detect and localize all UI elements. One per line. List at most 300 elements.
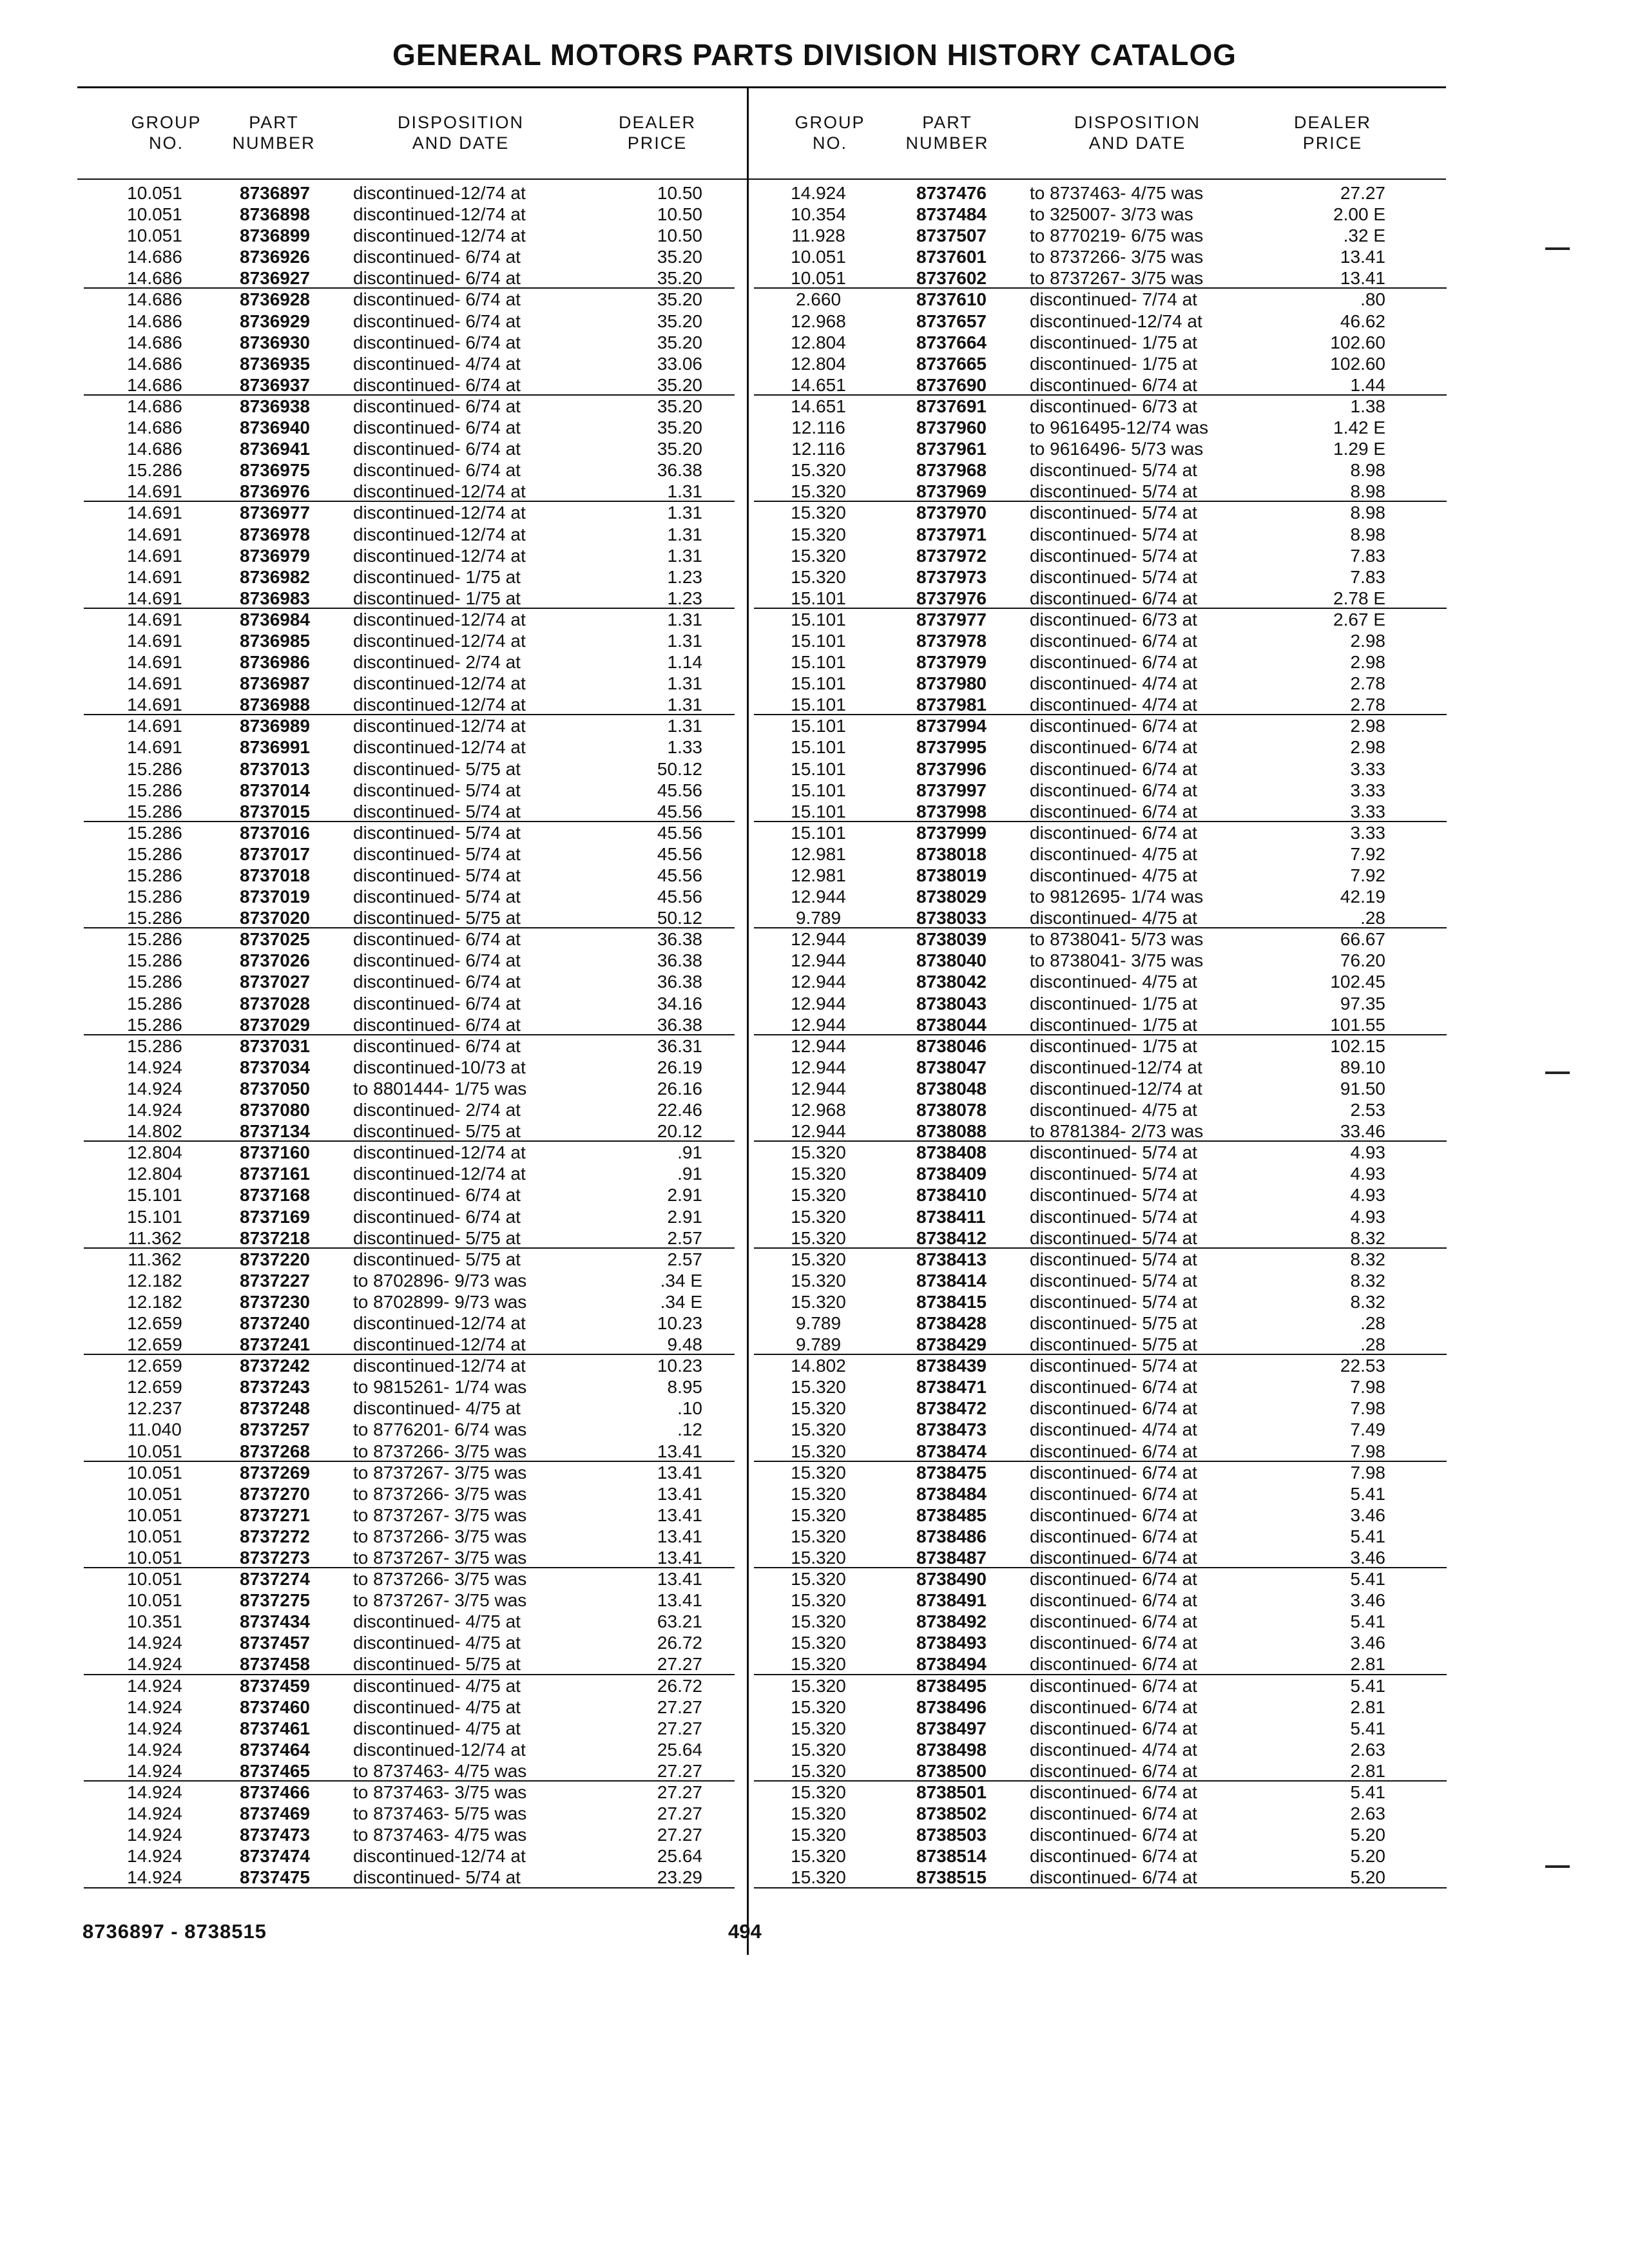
part-number: 8736899 — [240, 226, 311, 246]
disposition: discontinued- 6/74 at — [1030, 1633, 1197, 1653]
part-number: 8737457 — [240, 1633, 311, 1653]
disposition: discontinued- 5/74 at — [1030, 1356, 1197, 1376]
group-number: 15.320 — [791, 1398, 846, 1419]
dealer-price: 2.67 E — [1333, 609, 1385, 629]
dealer-price: 23.29 — [657, 1867, 702, 1888]
disposition: discontinued- 5/74 at — [1030, 1270, 1197, 1291]
dealer-price: 63.21 — [657, 1611, 702, 1632]
group-number: 15.320 — [791, 1825, 846, 1845]
table-row — [754, 1014, 1447, 1035]
part-number: 8738428 — [916, 1312, 987, 1333]
dealer-price: 2.63 — [1350, 1803, 1385, 1824]
disposition: discontinued- 4/74 at — [1030, 673, 1197, 694]
dealer-price: 45.56 — [657, 887, 702, 907]
disposition: to 8737267- 3/75 was — [1030, 268, 1204, 289]
disposition: discontinued- 5/74 at — [353, 1867, 521, 1888]
dealer-price: 7.83 — [1350, 545, 1385, 566]
disposition: discontinued- 6/74 at — [353, 289, 521, 310]
disposition: discontinued- 4/75 at — [353, 1398, 521, 1419]
group-number: 11.362 — [128, 1227, 182, 1248]
table-row — [754, 1867, 1447, 1888]
part-number: 8738491 — [916, 1590, 987, 1611]
dealer-price: 27.27 — [657, 1718, 702, 1738]
table-row — [84, 1184, 735, 1206]
disposition: discontinued- 6/73 at — [1030, 609, 1197, 629]
table-row — [754, 780, 1447, 801]
group-number: 15.320 — [791, 1739, 846, 1760]
group-number: 9.789 — [795, 908, 842, 928]
dealer-price: 36.38 — [657, 929, 702, 950]
group-number: 15.101 — [791, 780, 846, 800]
table-row — [754, 1120, 1447, 1142]
dealer-price: 5.41 — [1350, 1675, 1385, 1696]
table-row — [84, 1227, 735, 1249]
dealer-price: 8.98 — [1350, 503, 1385, 523]
disposition: discontinued- 6/74 at — [1030, 1441, 1197, 1461]
part-number: 8737026 — [240, 950, 311, 971]
dealer-price: 27.27 — [657, 1760, 702, 1781]
table-row — [754, 1249, 1447, 1270]
table-row — [754, 928, 1447, 950]
group-number: 15.320 — [791, 1462, 846, 1483]
part-number: 8737981 — [916, 695, 987, 715]
part-number: 8738496 — [916, 1696, 987, 1717]
dealer-price: 9.48 — [667, 1334, 702, 1355]
margin-mark — [1545, 247, 1570, 250]
disposition: discontinued-12/74 at — [353, 1164, 526, 1184]
table-row — [754, 1696, 1447, 1718]
dealer-price: 35.20 — [657, 268, 702, 289]
table-row — [84, 950, 735, 971]
table-row — [754, 1291, 1447, 1312]
disposition: discontinued- 6/74 at — [1030, 1462, 1197, 1483]
group-number: 15.320 — [791, 460, 846, 481]
part-number: 8737248 — [240, 1398, 311, 1419]
group-number: 15.320 — [791, 1441, 846, 1461]
dealer-price: 8.32 — [1350, 1227, 1385, 1248]
table-row — [84, 1398, 735, 1419]
part-number: 8737257 — [240, 1419, 311, 1440]
table-row — [84, 353, 735, 374]
table-row — [84, 311, 735, 332]
part-number: 8738473 — [916, 1419, 987, 1440]
table-row — [754, 524, 1447, 545]
group-number: 12.182 — [127, 1291, 182, 1312]
part-number: 8737080 — [240, 1100, 311, 1120]
dealer-price: 1.31 — [667, 503, 702, 523]
part-number: 8738472 — [916, 1398, 987, 1419]
disposition: discontinued- 6/74 at — [353, 374, 521, 395]
disposition: to 8737267- 3/75 was — [353, 1462, 527, 1483]
part-number: 8736941 — [240, 439, 311, 459]
dealer-price: 3.46 — [1350, 1633, 1385, 1653]
table-row — [754, 1270, 1447, 1291]
table-row — [84, 886, 735, 907]
disposition: to 9812695- 1/74 was — [1030, 887, 1204, 907]
part-number: 8737031 — [240, 1035, 311, 1056]
table-row — [84, 438, 735, 459]
table-row — [84, 822, 735, 843]
disposition: discontinued- 5/74 at — [1030, 1227, 1197, 1248]
disposition: discontinued-12/74 at — [353, 226, 526, 246]
table-row — [754, 1441, 1447, 1462]
group-number: 12.944 — [791, 1057, 846, 1077]
part-number: 8736940 — [240, 418, 311, 438]
table-row — [84, 1739, 735, 1760]
table-row — [754, 1312, 1447, 1334]
group-number: 14.924 — [127, 1803, 182, 1824]
part-number: 8738047 — [916, 1057, 987, 1077]
dealer-price: 36.38 — [657, 972, 702, 992]
dealer-price: 1.31 — [667, 630, 702, 651]
page-number: 494 — [728, 1920, 762, 1943]
group-number: 15.320 — [791, 1654, 846, 1675]
part-number: 8738046 — [916, 1035, 987, 1056]
dealer-price: 35.20 — [657, 374, 702, 395]
disposition: discontinued- 6/74 at — [1030, 1504, 1197, 1525]
group-number: 12.804 — [127, 1142, 182, 1163]
group-number: 14.691 — [127, 673, 182, 694]
table-row — [754, 1504, 1447, 1526]
disposition: to 8737463- 5/75 was — [353, 1803, 527, 1824]
group-number: 12.182 — [127, 1270, 182, 1291]
dealer-price: 26.72 — [657, 1675, 702, 1696]
header-price-right: DEALER PRICE — [1293, 113, 1372, 153]
part-number: 8737168 — [240, 1185, 311, 1206]
part-number: 8737980 — [916, 673, 987, 694]
dealer-price: 7.98 — [1350, 1462, 1385, 1483]
dealer-price: 1.31 — [667, 695, 702, 715]
part-number: 8737979 — [916, 652, 987, 673]
group-number: 15.286 — [127, 865, 182, 885]
group-number: 15.286 — [127, 843, 182, 864]
table-row — [84, 182, 735, 204]
group-number: 12.944 — [791, 1121, 846, 1142]
disposition: to 8801444- 1/75 was — [353, 1078, 527, 1099]
group-number: 15.101 — [791, 758, 846, 779]
group-number: 15.320 — [791, 1185, 846, 1206]
table-row — [84, 736, 735, 758]
disposition: discontinued- 5/75 at — [353, 908, 521, 928]
table-row — [84, 481, 735, 502]
part-number: 8736976 — [240, 481, 311, 502]
group-number: 14.691 — [127, 503, 182, 523]
group-number: 15.101 — [791, 630, 846, 651]
dealer-price: 27.27 — [657, 1825, 702, 1845]
disposition: discontinued- 4/75 at — [1030, 843, 1197, 864]
table-row — [754, 1632, 1447, 1653]
table-row — [84, 417, 735, 438]
group-number: 15.320 — [791, 1227, 846, 1248]
group-number: 12.804 — [127, 1164, 182, 1184]
disposition: discontinued- 4/75 at — [353, 1611, 521, 1632]
part-number: 8736984 — [240, 609, 311, 629]
group-number: 2.660 — [795, 289, 842, 310]
table-row — [754, 1078, 1447, 1099]
dealer-price: 1.23 — [667, 566, 702, 587]
part-number: 8737050 — [240, 1078, 311, 1099]
part-number: 8736979 — [240, 545, 311, 566]
table-row — [754, 1462, 1447, 1483]
part-number: 8738495 — [916, 1675, 987, 1696]
dealer-price: 27.27 — [1340, 183, 1385, 203]
dealer-price: 102.60 — [1330, 353, 1385, 374]
group-number: 14.691 — [127, 481, 182, 502]
dealer-price: 13.41 — [657, 1548, 702, 1568]
dealer-price: 42.19 — [1340, 887, 1385, 907]
group-number: 10.051 — [127, 204, 182, 225]
group-number: 15.320 — [791, 1846, 846, 1867]
group-number: 10.051 — [127, 1504, 182, 1525]
table-row — [84, 630, 735, 651]
group-number: 14.924 — [127, 1100, 182, 1120]
part-number: 8737995 — [916, 737, 987, 758]
dealer-price: 5.41 — [1350, 1782, 1385, 1803]
disposition: to 9616496- 5/73 was — [1030, 439, 1204, 459]
table-row — [754, 1718, 1447, 1739]
disposition: discontinued- 4/75 at — [1030, 1100, 1197, 1120]
disposition: discontinued- 6/74 at — [1030, 1782, 1197, 1803]
dealer-price: 89.10 — [1340, 1057, 1385, 1077]
table-row — [754, 694, 1447, 715]
table-row — [84, 396, 735, 417]
part-number: 8738019 — [916, 865, 987, 885]
disposition: discontinued- 5/74 at — [1030, 524, 1197, 544]
table-row — [754, 1355, 1447, 1376]
dealer-price: 76.20 — [1340, 950, 1385, 971]
disposition: discontinued- 6/74 at — [1030, 1569, 1197, 1590]
table-row — [754, 459, 1447, 481]
disposition: discontinued- 1/75 at — [1030, 353, 1197, 374]
table-row — [84, 524, 735, 545]
dealer-price: 7.83 — [1350, 566, 1385, 587]
disposition: discontinued- 1/75 at — [353, 588, 521, 608]
group-number: 15.320 — [791, 1548, 846, 1568]
part-number: 8738039 — [916, 929, 987, 950]
header-part-right: PART NUMBER — [905, 113, 989, 153]
dealer-price: 102.60 — [1330, 332, 1385, 352]
group-number: 15.101 — [791, 588, 846, 608]
part-number: 8738048 — [916, 1078, 987, 1099]
part-number: 8738409 — [916, 1164, 987, 1184]
table-row — [84, 1696, 735, 1718]
part-number: 8738493 — [916, 1633, 987, 1653]
dealer-price: 102.45 — [1330, 972, 1385, 992]
dealer-price: 10.50 — [657, 226, 702, 246]
part-number: 8737220 — [240, 1249, 311, 1269]
part-number: 8737968 — [916, 460, 987, 481]
part-number: 8738033 — [916, 908, 987, 928]
disposition: discontinued- 5/74 at — [1030, 545, 1197, 566]
group-number: 12.659 — [127, 1356, 182, 1376]
group-number: 12.944 — [791, 950, 846, 971]
dealer-price: 2.98 — [1350, 716, 1385, 736]
disposition: to 8737463- 4/75 was — [353, 1825, 527, 1845]
part-number: 8738044 — [916, 1014, 987, 1035]
group-number: 12.237 — [127, 1398, 182, 1419]
dealer-price: 1.33 — [667, 737, 702, 758]
disposition: discontinued-12/74 at — [353, 695, 526, 715]
table-row — [754, 1376, 1447, 1398]
group-number: 10.354 — [791, 204, 846, 225]
table-row — [84, 1291, 735, 1312]
part-number: 8737690 — [916, 374, 987, 395]
table-row — [84, 1206, 735, 1227]
part-number: 8736897 — [240, 183, 311, 203]
disposition: discontinued- 6/74 at — [1030, 1483, 1197, 1504]
part-number: 8737271 — [240, 1504, 311, 1525]
dealer-price: 3.33 — [1350, 801, 1385, 822]
dealer-price: 20.12 — [657, 1121, 702, 1142]
disposition: discontinued- 6/74 at — [353, 950, 521, 971]
group-number: 14.691 — [127, 588, 182, 608]
part-number: 8738042 — [916, 972, 987, 992]
disposition: discontinued- 6/74 at — [353, 1035, 521, 1056]
part-number: 8736927 — [240, 268, 311, 289]
dealer-price: 27.27 — [657, 1696, 702, 1717]
table-row — [754, 246, 1447, 267]
table-row — [84, 1099, 735, 1120]
part-number: 8736898 — [240, 204, 311, 225]
dealer-price: 3.46 — [1350, 1504, 1385, 1525]
part-number: 8738078 — [916, 1100, 987, 1120]
disposition: discontinued- 6/74 at — [1030, 1867, 1197, 1888]
disposition: discontinued-12/74 at — [353, 673, 526, 694]
part-number: 8738414 — [916, 1270, 987, 1291]
disposition: discontinued- 4/74 at — [1030, 1419, 1197, 1440]
part-number: 8737994 — [916, 716, 987, 736]
group-number: 15.320 — [791, 1611, 846, 1632]
group-number: 15.320 — [791, 1206, 846, 1227]
table-row — [754, 1099, 1447, 1120]
part-number: 8738498 — [916, 1739, 987, 1760]
disposition: discontinued-12/74 at — [353, 1142, 526, 1163]
part-number: 8737999 — [916, 822, 987, 843]
group-number: 14.924 — [127, 1718, 182, 1738]
disposition: discontinued- 5/75 at — [353, 1654, 521, 1675]
dealer-price: 2.81 — [1350, 1696, 1385, 1717]
disposition: discontinued- 5/74 at — [1030, 1249, 1197, 1269]
group-number: 14.686 — [127, 247, 182, 267]
disposition: discontinued- 6/74 at — [1030, 1654, 1197, 1675]
group-number: 15.286 — [127, 780, 182, 800]
group-number: 12.981 — [791, 843, 846, 864]
part-number: 8737970 — [916, 503, 987, 523]
table-row — [754, 1782, 1447, 1803]
part-number: 8737972 — [916, 545, 987, 566]
disposition: discontinued- 6/74 at — [1030, 1377, 1197, 1398]
group-number: 12.944 — [791, 887, 846, 907]
disposition: discontinued- 1/75 at — [353, 566, 521, 587]
part-number: 8736935 — [240, 353, 311, 374]
part-number: 8737230 — [240, 1291, 311, 1312]
part-number: 8736988 — [240, 695, 311, 715]
part-number: 8738029 — [916, 887, 987, 907]
part-number: 8738439 — [916, 1356, 987, 1376]
disposition: discontinued- 5/74 at — [1030, 1185, 1197, 1206]
table-row — [84, 1163, 735, 1184]
dealer-price: 3.46 — [1350, 1590, 1385, 1611]
group-number: 15.101 — [127, 1206, 182, 1227]
part-number: 8737013 — [240, 758, 311, 779]
dealer-price: 13.41 — [657, 1504, 702, 1525]
disposition: to 8737266- 3/75 was — [353, 1526, 527, 1546]
group-number: 12.944 — [791, 993, 846, 1014]
group-number: 10.051 — [127, 1590, 182, 1611]
table-row — [754, 396, 1447, 417]
disposition: discontinued- 6/74 at — [353, 993, 521, 1014]
table-row — [84, 545, 735, 566]
dealer-price: 36.38 — [657, 460, 702, 481]
disposition: discontinued- 6/74 at — [1030, 1611, 1197, 1632]
part-number: 8737657 — [916, 311, 987, 331]
part-number: 8737460 — [240, 1696, 311, 1717]
table-row — [754, 1547, 1447, 1568]
part-number: 8738485 — [916, 1504, 987, 1525]
part-number: 8737269 — [240, 1462, 311, 1483]
table-row — [84, 1504, 735, 1526]
part-number: 8738514 — [916, 1846, 987, 1867]
dealer-price: 25.64 — [657, 1739, 702, 1760]
table-row — [754, 225, 1447, 246]
table-row — [84, 246, 735, 267]
group-number: 14.686 — [127, 289, 182, 310]
part-number: 8736989 — [240, 716, 311, 736]
part-number: 8736977 — [240, 503, 311, 523]
dealer-price: 7.98 — [1350, 1441, 1385, 1461]
disposition: discontinued- 6/74 at — [1030, 737, 1197, 758]
part-number: 8737664 — [916, 332, 987, 352]
table-row — [84, 1462, 735, 1483]
dealer-price: .91 — [677, 1142, 702, 1163]
disposition: discontinued- 6/74 at — [1030, 1803, 1197, 1824]
group-number: 15.286 — [127, 993, 182, 1014]
table-row — [754, 1611, 1447, 1632]
disposition: to 8737463- 3/75 was — [353, 1782, 527, 1803]
disposition: discontinued-12/74 at — [353, 524, 526, 544]
dealer-price: 25.64 — [657, 1846, 702, 1867]
table-row — [754, 588, 1447, 609]
table-row — [754, 502, 1447, 523]
dealer-price: 26.19 — [657, 1057, 702, 1077]
dealer-price: 3.33 — [1350, 822, 1385, 843]
table-row — [84, 1568, 735, 1590]
table-row — [84, 1312, 735, 1334]
disposition: discontinued- 5/74 at — [1030, 1291, 1197, 1312]
part-number: 8737610 — [916, 289, 987, 310]
group-number: 15.101 — [791, 737, 846, 758]
table-row — [84, 1376, 735, 1398]
group-number: 15.320 — [791, 1526, 846, 1546]
group-number: 15.320 — [791, 1803, 846, 1824]
part-number: 8736985 — [240, 630, 311, 651]
part-number: 8737034 — [240, 1057, 311, 1077]
table-row — [84, 673, 735, 694]
dealer-price: 8.98 — [1350, 524, 1385, 544]
table-row — [754, 1824, 1447, 1845]
part-number: 8736938 — [240, 396, 311, 416]
group-number: 15.286 — [127, 908, 182, 928]
part-number: 8736986 — [240, 652, 311, 673]
table-row — [754, 289, 1447, 310]
part-number: 8738408 — [916, 1142, 987, 1163]
table-row — [754, 1845, 1447, 1867]
group-number: 14.691 — [127, 652, 182, 673]
header-disposition-left: DISPOSITION AND DATE — [397, 113, 525, 153]
disposition: discontinued- 5/74 at — [1030, 1142, 1197, 1163]
table-row — [754, 1419, 1447, 1440]
group-number: 12.804 — [791, 332, 846, 352]
